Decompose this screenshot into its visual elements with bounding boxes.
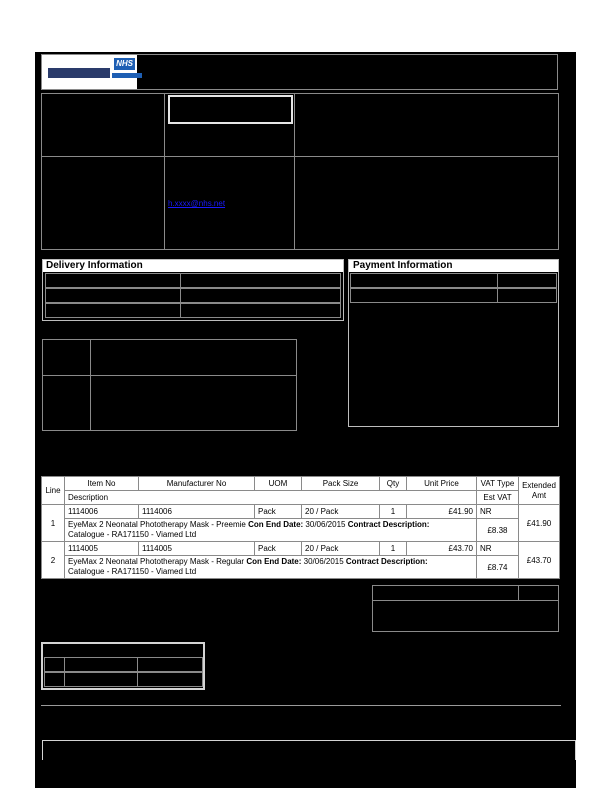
- nhs-logo-text: NHS: [116, 59, 133, 68]
- row-est-vat: £8.74: [477, 556, 519, 579]
- header-uom: UOM: [255, 477, 302, 491]
- row-description-name: EyeMax 2 Neonatal Phototherapy Mask - Preemie: [68, 520, 249, 529]
- footer-box: [42, 740, 576, 760]
- row-pack-size: 20 / Pack: [302, 542, 380, 556]
- header-description: Description: [65, 491, 477, 505]
- row-qty: 1: [380, 542, 407, 556]
- row-description: [65, 556, 477, 579]
- row-est-vat: £8.38: [477, 519, 519, 542]
- row-contract-value: Catalogue - RA171150 - Viamed Ltd: [68, 567, 197, 576]
- address-grid-vline-1: [164, 93, 165, 250]
- approval-row-1: [44, 657, 203, 672]
- row-extended-amt: £43.70: [519, 542, 560, 579]
- row-vat-type: NR: [477, 542, 519, 556]
- notes-row-divider: [42, 375, 297, 376]
- address-grid: [41, 93, 559, 250]
- row-uom: Pack: [255, 505, 302, 519]
- row-item-no: 1114005: [65, 542, 139, 556]
- order-number-box: [168, 95, 293, 124]
- delivery-row-1: [45, 273, 341, 288]
- header-qty: Qty: [380, 477, 407, 491]
- payment-row-2: [350, 288, 557, 303]
- order-lines-table: [41, 476, 560, 579]
- totals-box: [372, 585, 559, 632]
- row-pack-size: 20 / Pack: [302, 505, 380, 519]
- row-uom: Pack: [255, 542, 302, 556]
- logo-wordmark: [48, 68, 110, 78]
- table-row-description: [42, 556, 560, 579]
- approval-row-2: [44, 672, 203, 687]
- approval-col-divider-1: [64, 657, 65, 687]
- row-extended-amt: £41.90: [519, 505, 560, 542]
- row-qty: 1: [380, 505, 407, 519]
- row-manufacturer-no: 1114006: [139, 505, 255, 519]
- address-grid-vline-2: [294, 93, 295, 250]
- header-unit-price: Unit Price: [407, 477, 477, 491]
- table-row: [42, 505, 560, 519]
- delivery-row-3: [45, 303, 341, 318]
- row-line-number: 2: [42, 542, 65, 579]
- table-row: [42, 542, 560, 556]
- notes-grid: [42, 339, 297, 431]
- header-est-vat: Est VAT: [477, 491, 519, 505]
- row-con-end-value: 30/06/2015: [303, 520, 348, 529]
- approval-col-divider-2: [137, 657, 138, 687]
- payment-row-1: [350, 273, 557, 288]
- row-contract-label: Contract Description:: [345, 557, 428, 566]
- row-contract-value: Catalogue - RA171150 - Viamed Ltd: [68, 530, 197, 539]
- row-line-number: 1: [42, 505, 65, 542]
- header-item-no: Item No: [65, 477, 139, 491]
- table-subheader-row: [42, 491, 560, 505]
- row-description-name: EyeMax 2 Neonatal Phototherapy Mask - Regular: [68, 557, 247, 566]
- delivery-col-divider: [180, 273, 181, 318]
- header-pack-size: Pack Size: [302, 477, 380, 491]
- header-line: Line: [42, 477, 65, 505]
- row-unit-price: £41.90: [407, 505, 477, 519]
- payment-col-divider: [497, 273, 498, 303]
- row-vat-type: NR: [477, 505, 519, 519]
- row-con-end-label: Con End Date:: [248, 520, 304, 529]
- table-row-description: [42, 519, 560, 542]
- row-contract-label: Contract Description:: [347, 520, 430, 529]
- header-vat-type: VAT Type: [477, 477, 519, 491]
- row-con-end-value: 30/06/2015: [301, 557, 346, 566]
- nhs-logo: [42, 55, 137, 89]
- totals-col-divider: [518, 585, 519, 600]
- header-manufacturer-no: Manufacturer No: [139, 477, 255, 491]
- row-manufacturer-no: 1114005: [139, 542, 255, 556]
- payment-information-title: Payment Information: [349, 259, 559, 272]
- totals-row-divider: [372, 600, 559, 601]
- header-extended-amt: Extended Amt: [519, 477, 560, 505]
- row-item-no: 1114006: [65, 505, 139, 519]
- notes-col-divider: [90, 339, 91, 431]
- footer-divider: [41, 705, 561, 706]
- row-unit-price: £43.70: [407, 542, 477, 556]
- contact-email-link[interactable]: h.xxxx@nhs.net: [168, 199, 226, 208]
- table-header-row: [42, 477, 560, 491]
- address-grid-hline: [41, 156, 559, 157]
- delivery-information-title: Delivery Information: [42, 259, 343, 272]
- delivery-row-2: [45, 288, 341, 303]
- row-description: [65, 519, 477, 542]
- row-con-end-label: Con End Date:: [246, 557, 302, 566]
- logo-underline: [112, 73, 142, 78]
